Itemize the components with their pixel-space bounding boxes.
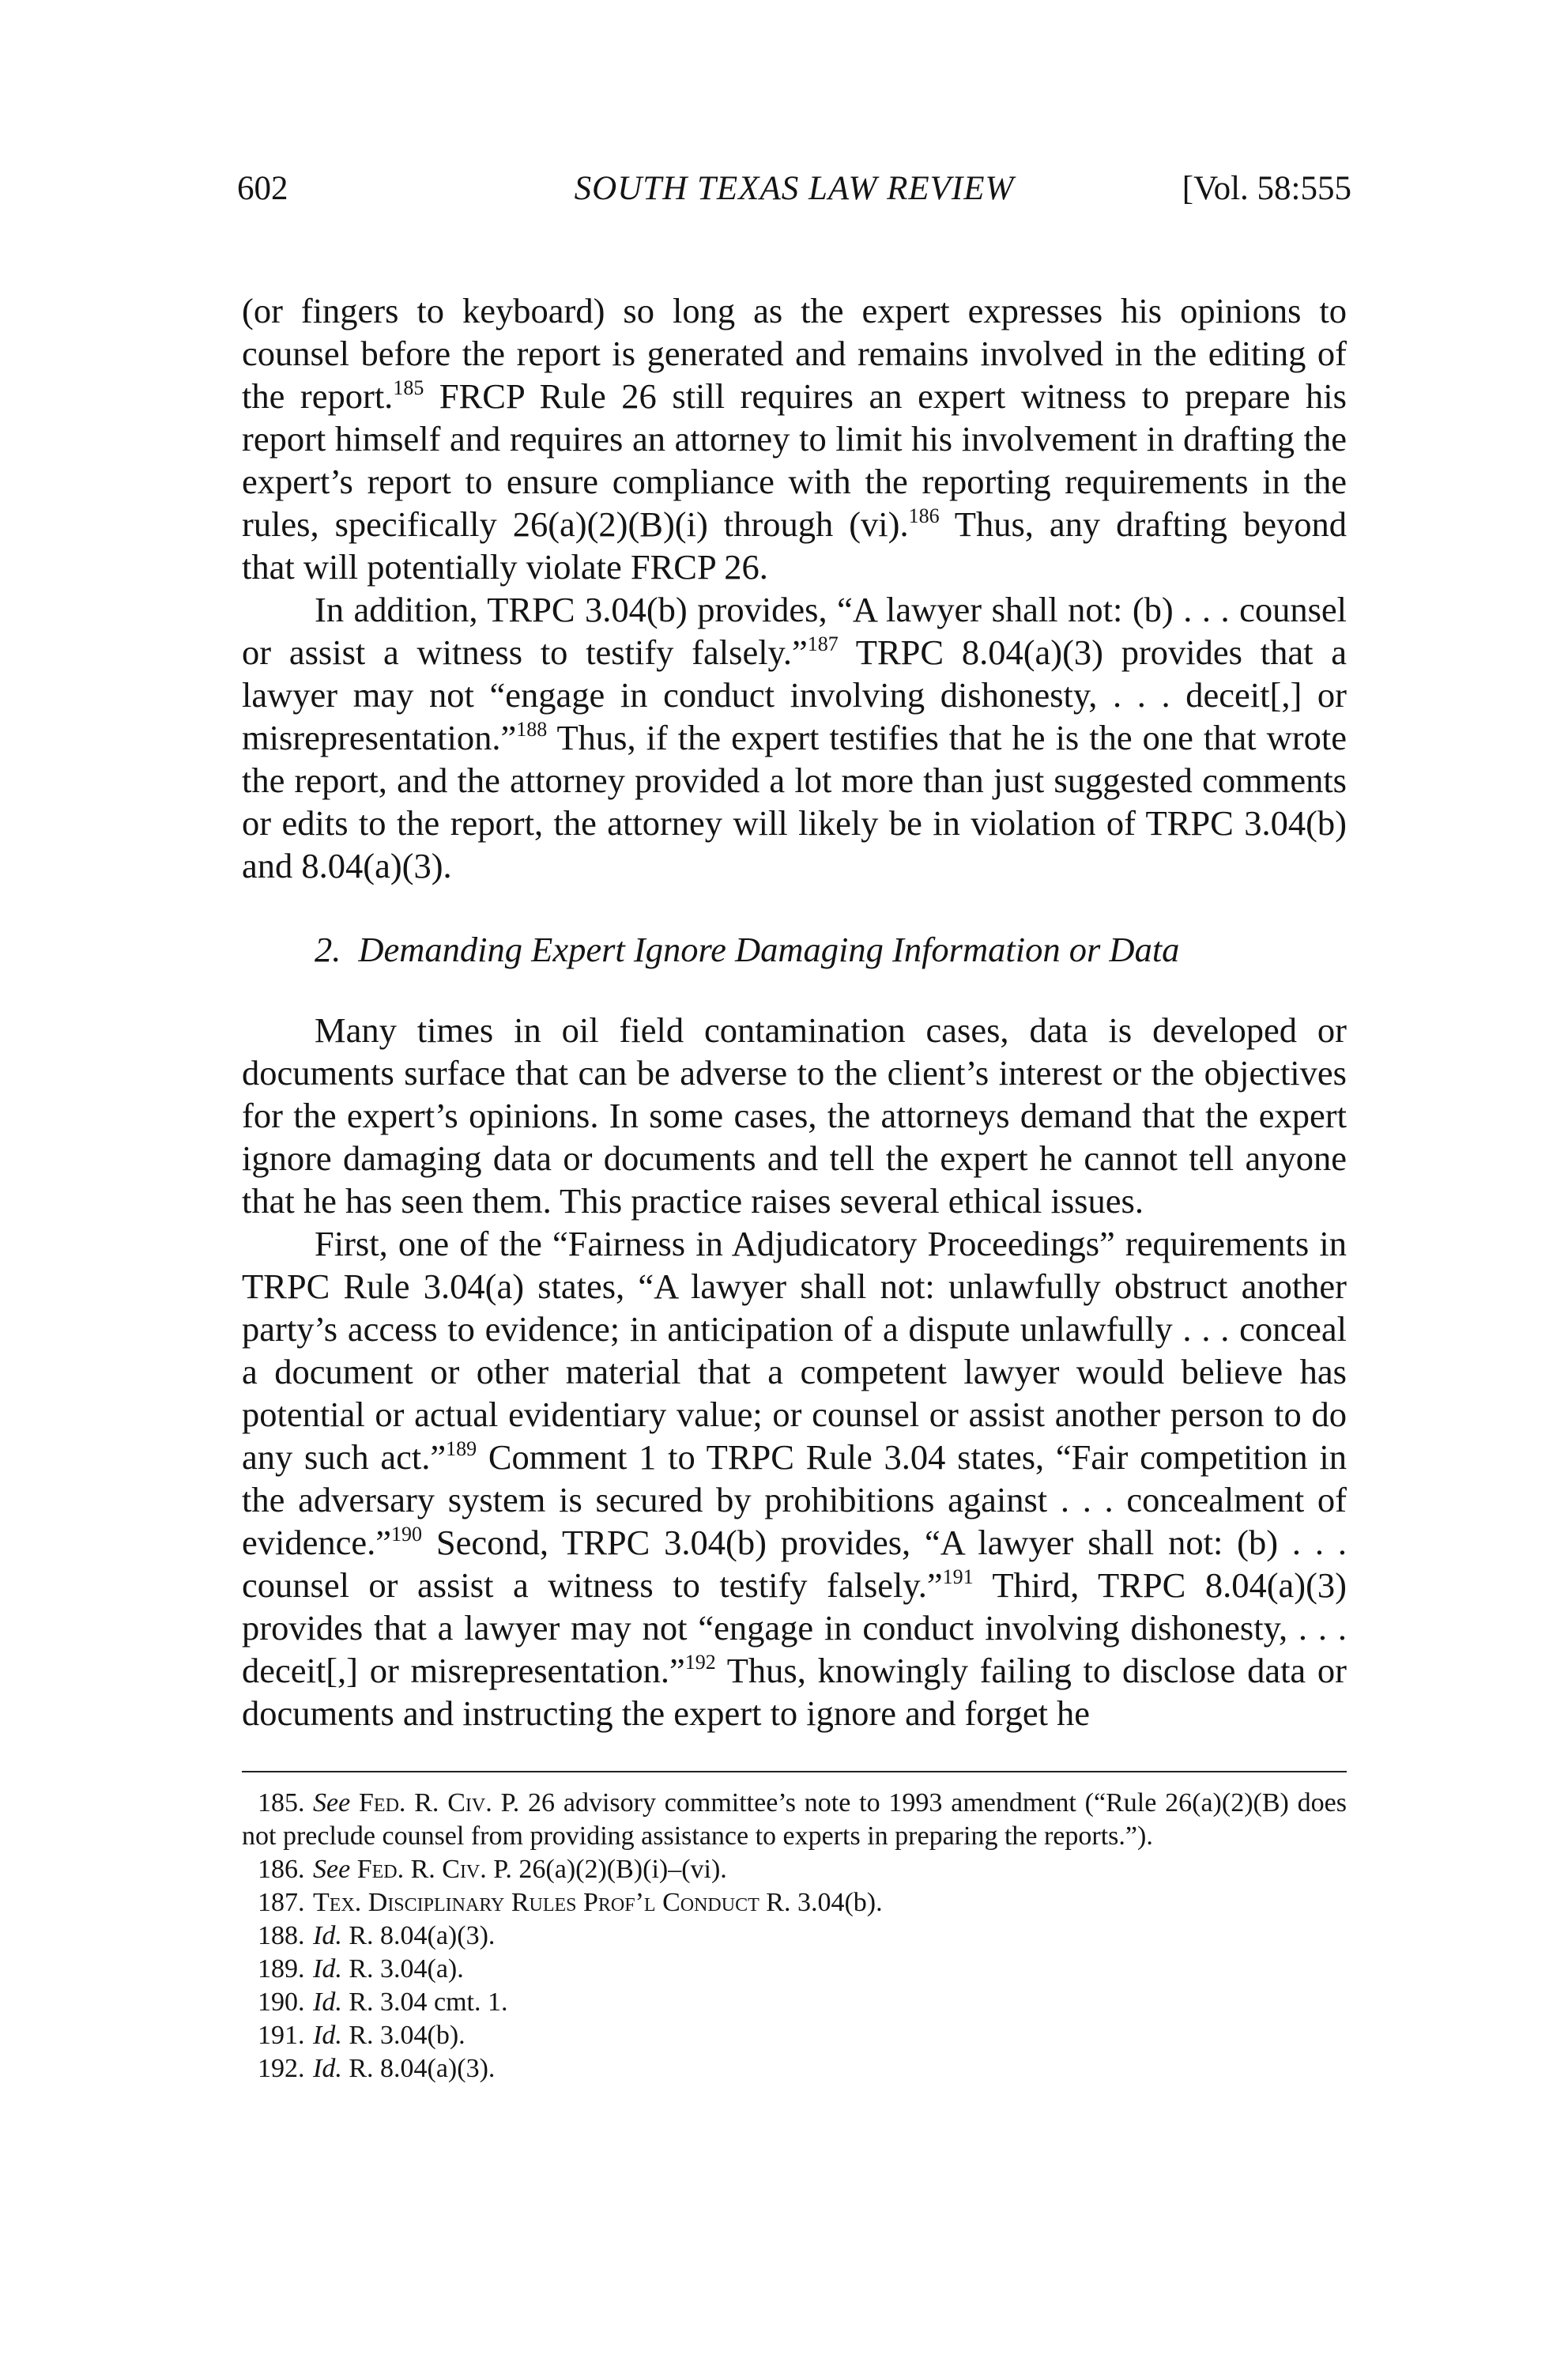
footnote-number: 185. — [258, 1788, 305, 1818]
footnote-number: 186. — [258, 1855, 305, 1884]
volume-citation: [Vol. 58:555 — [1182, 170, 1351, 207]
citation-source: Fed. R. Civ. P. — [359, 1788, 520, 1818]
footnote-number: 188. — [258, 1921, 305, 1950]
text-run: Third, TRPC 8.04(a)(3) provides that a lawyer may not “engage in conduct involving dishonesty, . . . deceit[,] or misrepresentation.” — [242, 1565, 1347, 1690]
citation-signal: Id. — [313, 1954, 342, 1984]
citation-source: Tex. Disciplinary Rules Prof’l Conduct — [313, 1888, 760, 1917]
paragraph — [242, 1222, 1347, 1735]
paragraph: Many times in oil field contamination cases, data is developed or documents surface that can be adverse to the client’s interest or the objectives for the expert’s opinions. In some cases, the attorneys demand that the expert ignore damaging data or documents and tell the expert he cannot tell anyone that he has seen them. This practice raises several ethical issues. — [242, 1010, 1347, 1221]
article-body — [242, 289, 1347, 1735]
citation-signal: Id. — [313, 1987, 342, 2017]
page-number: 602 — [237, 170, 288, 207]
section-subheading — [242, 928, 1347, 971]
footnote-ref[interactable]: 189 — [446, 1437, 477, 1460]
footnotes-section — [242, 1771, 1347, 2086]
footnote — [242, 1953, 1347, 1986]
text-run: Comment 1 to TRPC Rule 3.04 states, “Fair competition in the adversary system is secured by prohibitions against . . . concealment of evidence.” — [242, 1437, 1348, 1562]
footnote — [242, 1853, 1347, 1886]
footnote-number: 192. — [258, 2054, 305, 2083]
footnote-number: 190. — [258, 1987, 305, 2017]
citation-signal: Id. — [313, 2054, 342, 2083]
footnote-text: R. 3.04(b). — [759, 1888, 883, 1917]
footnote-ref[interactable]: 185 — [393, 376, 424, 399]
footnote-ref[interactable]: 186 — [908, 504, 940, 527]
subheading-number: 2. — [315, 930, 341, 969]
text-run: (or fingers to keyboard) so long as the expert expresses his opinions to counsel before the report is generated and remains involved in the editing of the report. — [242, 291, 1347, 416]
text-run: In addition, TRPC 3.04(b) provides, “A lawyer shall not: (b) . . . counsel or assist a witness to testify falsely.” — [242, 590, 1347, 672]
footnote — [242, 1787, 1347, 1853]
text-run: Thus, if the expert testifies that he is the one that wrote the report, and the attorney provided a lot more than just suggested comments or edits to the report, the attorney will likely be in violation of TRPC 3.04(b) and 8.04(a)(3). — [242, 718, 1347, 885]
text-run: First, one of the “Fairness in Adjudicatory Proceedings” requirements in TRPC Rule 3.04(a) states, “A lawyer shall not: unlawfully obstruct another party’s access to evidence; in anticipation of a dispute unlawfully . . . conceal a document or other material that a competent lawyer would believe has potential or actual evidentiary value; or counsel or assist another person to do any such act.” — [242, 1224, 1347, 1477]
footnote-ref[interactable]: 192 — [684, 1651, 716, 1674]
footnote-ref[interactable]: 190 — [391, 1523, 422, 1546]
paragraph-continued — [242, 289, 1347, 588]
footnote-text: 26(a)(2)(B)(i)–(vi). — [511, 1855, 727, 1884]
footnote-ref[interactable]: 188 — [516, 718, 548, 741]
running-header — [237, 169, 1351, 217]
citation-signal: Id. — [313, 1921, 342, 1950]
citation-source: Fed. R. Civ. P. — [356, 1855, 512, 1884]
footnote — [242, 1986, 1347, 2019]
subheading-title: Demanding Expert Ignore Damaging Information or Data — [358, 930, 1180, 969]
footnote — [242, 1919, 1347, 1953]
footnote-number: 187. — [258, 1888, 305, 1917]
footnote-text: R. 3.04 cmt. 1. — [341, 1987, 508, 2017]
footnote-text: R. 8.04(a)(3). — [341, 2054, 496, 2083]
footnote-ref[interactable]: 187 — [807, 632, 839, 655]
text-run: Second, TRPC 3.04(b) provides, “A lawyer shall not: (b) . . . counsel or assist a witness to testify falsely.” — [242, 1523, 1347, 1605]
journal-title: SOUTH TEXAS LAW REVIEW — [574, 170, 1015, 207]
citation-signal: See — [313, 1855, 351, 1884]
footnote-ref[interactable]: 191 — [942, 1565, 974, 1588]
footnote-number: 189. — [258, 1954, 305, 1984]
citation-signal: See — [313, 1788, 351, 1818]
footnote — [242, 2019, 1347, 2052]
footnote — [242, 2052, 1347, 2086]
text-run: FRCP Rule 26 still requires an expert witness to prepare his report himself and requires an attorney to limit his involvement in drafting the expert’s report to ensure compliance with the reporting requirements in the rules, specifically 26(a)(2)(B)(i) through (vi). — [242, 376, 1347, 544]
paragraph — [242, 588, 1347, 887]
text-run: TRPC 8.04(a)(3) provides that a lawyer may not “engage in conduct involving dishonesty, . . . deceit[,] or misrepresentation.” — [242, 632, 1347, 757]
footnote — [242, 1886, 1347, 1919]
citation-signal: Id. — [313, 2021, 342, 2050]
text-run: Thus, any drafting beyond that will potentially violate FRCP 26. — [242, 504, 1347, 587]
footnote-text: 26 advisory committee’s note to 1993 amendment (“Rule 26(a)(2)(B) does not preclude counsel from providing assistance to experts in preparing the reports.”). — [242, 1788, 1347, 1851]
text-run: Thus, knowingly failing to disclose data or documents and instructing the expert to ignore and forget he — [242, 1651, 1347, 1733]
footnote-number: 191. — [258, 2021, 305, 2050]
footnote-text: R. 3.04(b). — [341, 2021, 466, 2050]
footnote-text: R. 8.04(a)(3). — [341, 1921, 496, 1950]
footnote-text: R. 3.04(a). — [341, 1954, 464, 1984]
footnote-divider — [242, 1771, 1347, 1772]
